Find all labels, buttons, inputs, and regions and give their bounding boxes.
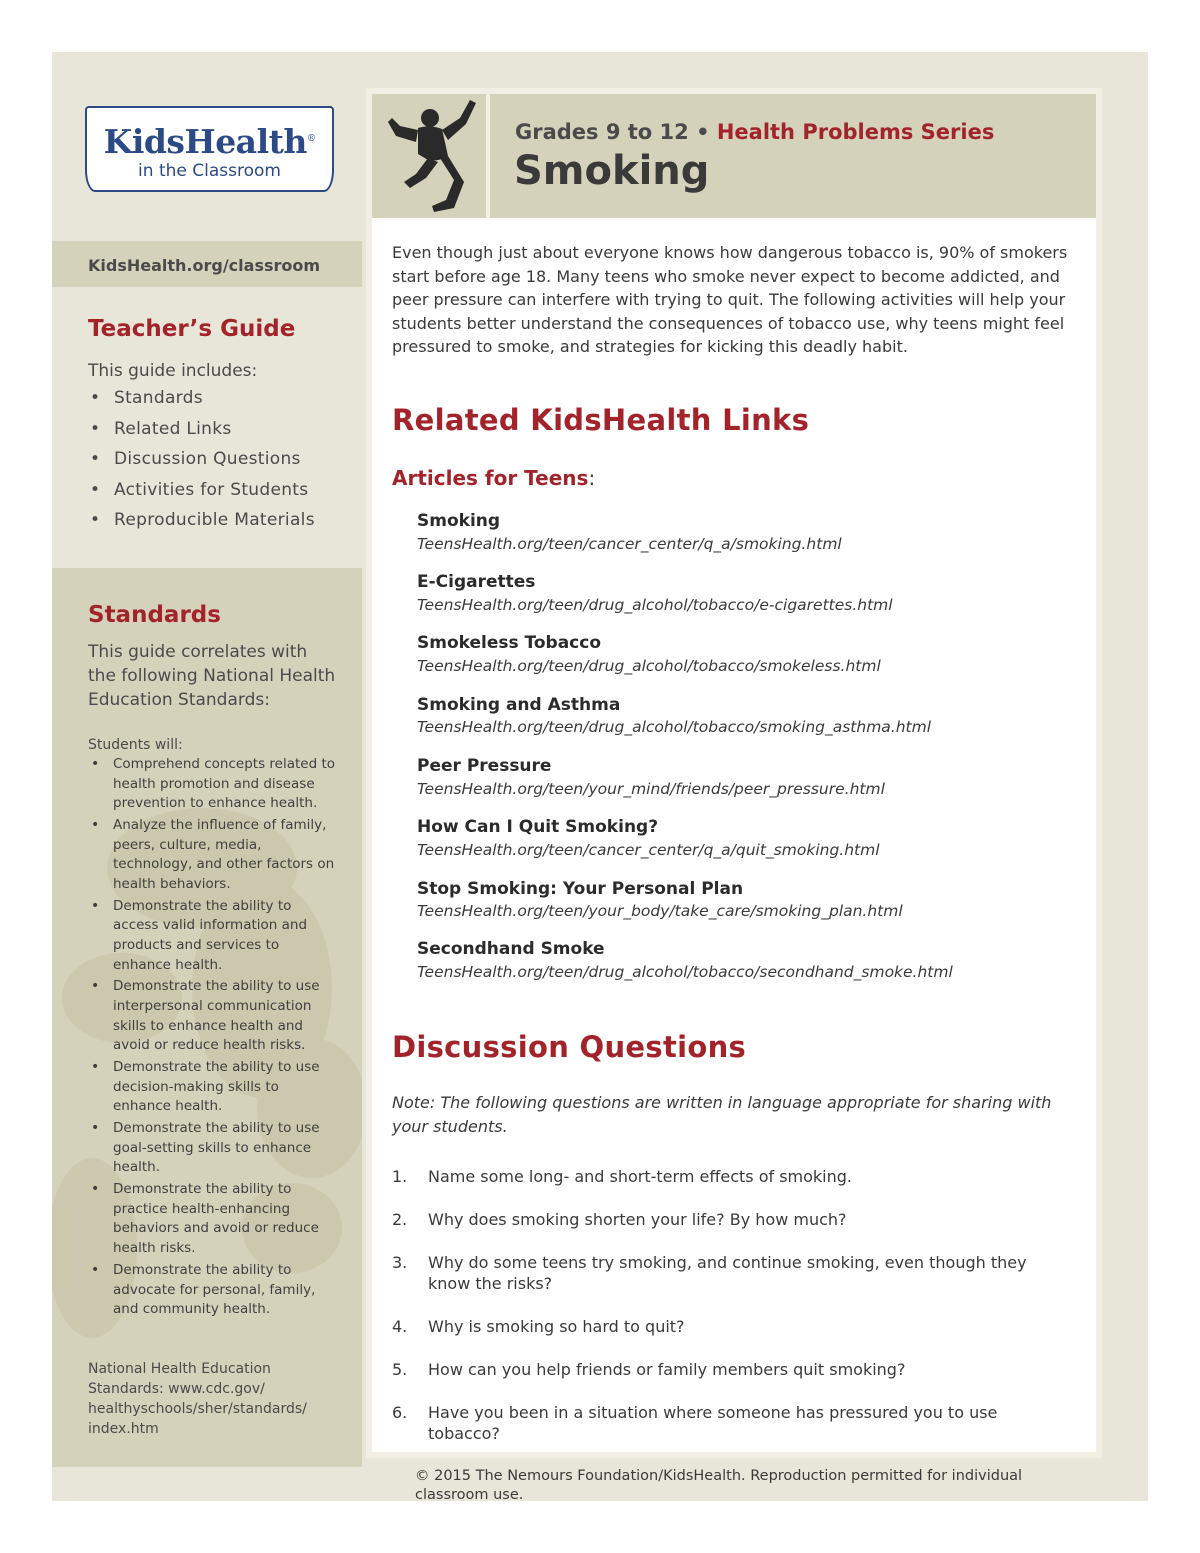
list-item: • Demonstrate the ability to use goal-setting skills to enhance health. [88,1119,338,1178]
list-item: • Analyze the influence of family, peers, culture, media, technology, and other factors on health behaviors. [88,816,338,894]
list-item: • Standards [88,388,315,419]
link-title[interactable]: E-Cigarettes [417,572,536,592]
link-url[interactable]: TeensHealth.org/teen/cancer_center/q_a/smoking.html [417,535,842,553]
list-item: • Related Links [88,419,315,450]
standards-source: National Health Education Standards: www.cdc.gov/ healthyschools/sher/standards/ index.htm [88,1361,307,1437]
link-url[interactable]: TeensHealth.org/teen/your_body/take_care/smoking_plan.html [417,902,903,920]
question-item: 2. Why does smoking shorten your life? By how much? [392,1210,847,1229]
list-item: • Demonstrate the ability to advocate for personal, family, and community health. [88,1261,338,1320]
teachers-guide-list [88,388,315,541]
question-item: 1. Name some long- and short-term effects of smoking. [392,1167,852,1186]
list-item: • Activities for Students [88,480,315,511]
teachers-guide-intro: This guide includes: [88,361,258,381]
standards-heading: Standards [88,602,221,628]
page-title: Smoking [514,148,710,194]
copyright-footer: © 2015 The Nemours Foundation/KidsHealth. Reproduction permitted for individual classroom use. [415,1468,1023,1503]
standards-intro: This guide correlates with the following National Health Education Standards: [88,642,336,710]
students-will-label: Students will: [88,737,183,753]
teachers-guide-heading: Teacher’s Guide [88,316,296,342]
discussion-questions-heading: Discussion Questions [392,1030,747,1064]
list-item: • Comprehend concepts related to health promotion and disease prevention to enhance health. [88,755,338,814]
link-title[interactable]: Peer Pressure [417,756,552,776]
logo-sub-text: in the Classroom [138,161,281,181]
question-item: 5. How can you help friends or family members quit smoking? [392,1360,906,1379]
link-title[interactable]: Smoking [417,511,501,531]
intro-paragraph: Even though just about everyone knows how dangerous tobacco is, 90% of smokers start before age 18. Many teens who smoke never expect to become addicted, and peer pressure can interfere with trying to quit. The following activities will help your students better understand the consequences of tobacco use, why teens might feel pressured to smoke, and strategies for kicking this deadly habit. [392,243,1068,356]
header-series-line: Grades 9 to 12 • Health Problems Series [515,120,995,144]
jumping-figure-icon [388,96,478,216]
link-url[interactable]: TeensHealth.org/teen/your_mind/friends/peer_pressure.html [417,780,885,798]
link-url[interactable]: TeensHealth.org/teen/drug_alcohol/tobacco/secondhand_smoke.html [417,963,953,981]
question-item: 3. Why do some teens try smoking, and continue smoking, even though they know the risks? [392,1253,1027,1293]
list-item: • Demonstrate the ability to use interpersonal communication skills to enhance health and avoid or reduce health risks. [88,977,338,1055]
link-url[interactable]: TeensHealth.org/teen/drug_alcohol/tobacco/smoking_asthma.html [417,718,932,736]
articles-for-teens-heading: Articles for Teens: [392,466,596,490]
question-item: 4. Why is smoking so hard to quit? [392,1317,685,1336]
link-url[interactable]: TeensHealth.org/teen/drug_alcohol/tobacco/e-cigarettes.html [417,596,893,614]
sidebar-url: KidsHealth.org/classroom [88,256,321,275]
header-divider [486,94,490,218]
list-item: • Demonstrate the ability to practice health-enhancing behaviors and avoid or reduce health risks. [88,1180,338,1258]
link-url[interactable]: TeensHealth.org/teen/drug_alcohol/tobacco/smokeless.html [417,657,881,675]
link-title[interactable]: Secondhand Smoke [417,939,605,959]
header-band [372,94,1096,218]
list-item: • Demonstrate the ability to access valid information and products and services to enhance health. [88,897,338,975]
list-item: • Discussion Questions [88,449,315,480]
link-title[interactable]: Smokeless Tobacco [417,633,602,653]
question-item: 6. Have you been in a situation where someone has pressured you to use tobacco? [392,1403,998,1443]
discussion-note: Note: The following questions are written in language appropriate for sharing with your students. [392,1093,1052,1136]
link-title[interactable]: How Can I Quit Smoking? [417,817,659,837]
kidshealth-logo [85,106,334,192]
related-links-heading: Related KidsHealth Links [392,403,810,437]
link-title[interactable]: Stop Smoking: Your Personal Plan [417,879,744,899]
list-item: • Reproducible Materials [88,510,315,541]
link-title[interactable]: Smoking and Asthma [417,695,621,715]
link-url[interactable]: TeensHealth.org/teen/cancer_center/q_a/quit_smoking.html [417,841,880,859]
list-item: • Demonstrate the ability to use decision-making skills to enhance health. [88,1058,338,1117]
logo-main-text: KidsHealth® [103,122,316,161]
standards-list [88,755,338,1322]
